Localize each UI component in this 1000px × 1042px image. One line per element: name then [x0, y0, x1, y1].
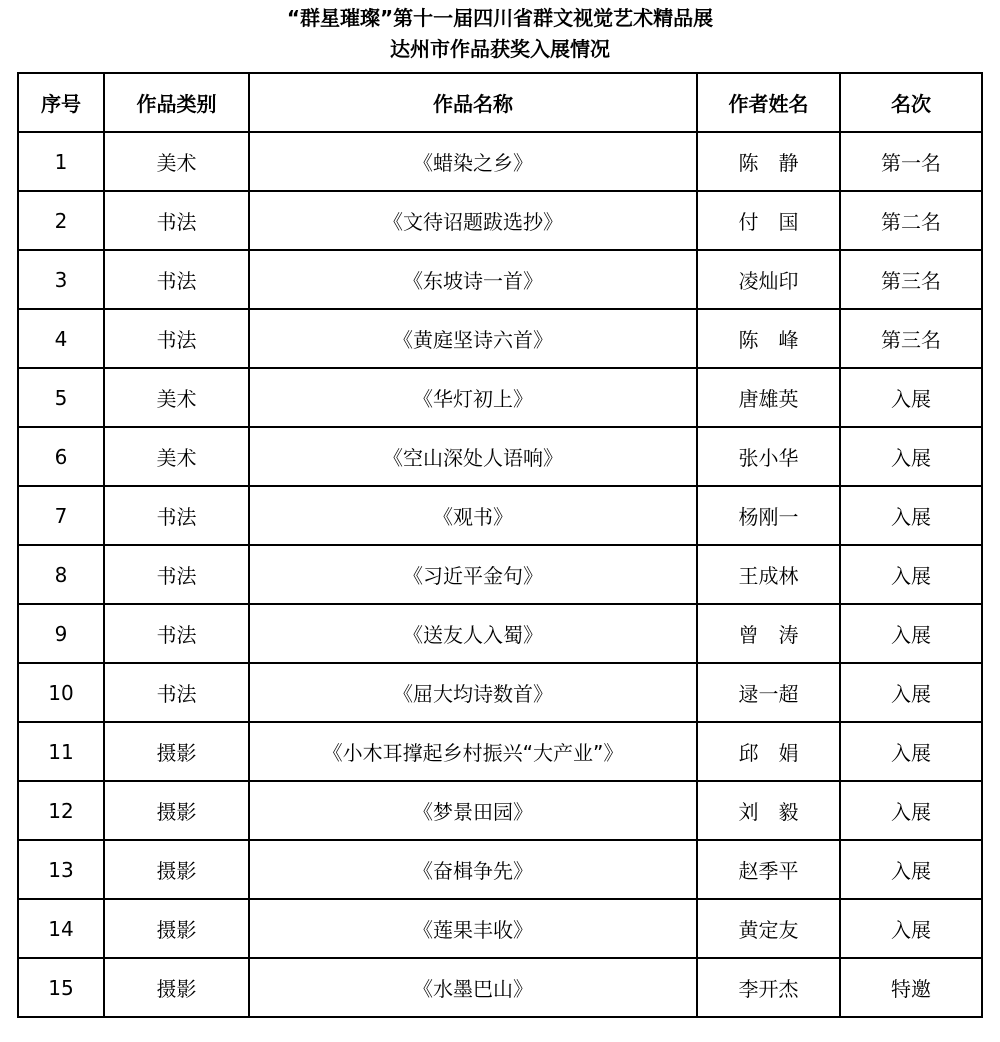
- cell-rank: 入展: [840, 899, 982, 958]
- title-line-1: “群星璀璨”第十一届四川省群文视觉艺术精品展: [286, 6, 714, 30]
- cell-index: 2: [18, 191, 104, 250]
- cell-category: 书法: [104, 604, 249, 663]
- cell-rank: 入展: [840, 663, 982, 722]
- cell-rank: 入展: [840, 545, 982, 604]
- cell-category: 美术: [104, 132, 249, 191]
- cell-index: 15: [18, 958, 104, 1017]
- table-row: [18, 309, 982, 368]
- cell-work-title: 《黄庭坚诗六首》: [249, 309, 697, 368]
- cell-category: 书法: [104, 545, 249, 604]
- table-row: [18, 958, 982, 1017]
- table-body: [18, 132, 982, 1017]
- cell-author: 唐雄英: [697, 368, 840, 427]
- cell-index: 1: [18, 132, 104, 191]
- cell-author: 张小华: [697, 427, 840, 486]
- table-row: [18, 368, 982, 427]
- table-row: [18, 604, 982, 663]
- cell-rank: 特邀: [840, 958, 982, 1017]
- cell-author: 陈 静: [697, 132, 840, 191]
- cell-author: 王成林: [697, 545, 840, 604]
- cell-index: 11: [18, 722, 104, 781]
- cell-work-title: 《小木耳撑起乡村振兴“大产业”》: [249, 722, 697, 781]
- cell-index: 7: [18, 486, 104, 545]
- cell-rank: 入展: [840, 781, 982, 840]
- cell-rank: 入展: [840, 722, 982, 781]
- cell-index: 12: [18, 781, 104, 840]
- cell-index: 10: [18, 663, 104, 722]
- cell-index: 5: [18, 368, 104, 427]
- cell-category: 书法: [104, 663, 249, 722]
- cell-category: 书法: [104, 309, 249, 368]
- cell-work-title: 《观书》: [249, 486, 697, 545]
- cell-author: 曾 涛: [697, 604, 840, 663]
- cell-category: 书法: [104, 250, 249, 309]
- cell-work-title: 《习近平金句》: [249, 545, 697, 604]
- header-rank: 名次: [840, 73, 982, 132]
- cell-index: 9: [18, 604, 104, 663]
- cell-category: 书法: [104, 191, 249, 250]
- header-category: 作品类别: [104, 73, 249, 132]
- cell-category: 摄影: [104, 722, 249, 781]
- cell-work-title: 《莲果丰收》: [249, 899, 697, 958]
- cell-author: 刘 毅: [697, 781, 840, 840]
- cell-index: 3: [18, 250, 104, 309]
- cell-work-title: 《文待诏题跋选抄》: [249, 191, 697, 250]
- cell-work-title: 《空山深处人语响》: [249, 427, 697, 486]
- cell-work-title: 《水墨巴山》: [249, 958, 697, 1017]
- cell-category: 美术: [104, 368, 249, 427]
- document-title: [0, 3, 1000, 65]
- cell-rank: 第三名: [840, 250, 982, 309]
- cell-author: 赵季平: [697, 840, 840, 899]
- cell-rank: 入展: [840, 604, 982, 663]
- cell-rank: 入展: [840, 368, 982, 427]
- cell-work-title: 《送友人入蜀》: [249, 604, 697, 663]
- cell-rank: 第一名: [840, 132, 982, 191]
- table-row: [18, 486, 982, 545]
- cell-author: 付 国: [697, 191, 840, 250]
- cell-rank: 入展: [840, 486, 982, 545]
- cell-category: 美术: [104, 427, 249, 486]
- cell-index: 14: [18, 899, 104, 958]
- table-row: [18, 250, 982, 309]
- cell-work-title: 《华灯初上》: [249, 368, 697, 427]
- cell-rank: 第二名: [840, 191, 982, 250]
- table-row: [18, 840, 982, 899]
- cell-category: 摄影: [104, 958, 249, 1017]
- cell-author: 杨刚一: [697, 486, 840, 545]
- cell-category: 摄影: [104, 781, 249, 840]
- cell-work-title: 《奋楫争先》: [249, 840, 697, 899]
- table-row: [18, 722, 982, 781]
- cell-rank: 入展: [840, 840, 982, 899]
- cell-author: 邱 娟: [697, 722, 840, 781]
- cell-category: 摄影: [104, 899, 249, 958]
- cell-category: 书法: [104, 486, 249, 545]
- title-line-2: 达州市作品获奖入展情况: [390, 37, 610, 61]
- awards-table: [17, 72, 983, 1018]
- cell-author: 逯一超: [697, 663, 840, 722]
- cell-author: 凌灿印: [697, 250, 840, 309]
- table-row: [18, 545, 982, 604]
- cell-index: 6: [18, 427, 104, 486]
- cell-category: 摄影: [104, 840, 249, 899]
- table-row: [18, 132, 982, 191]
- cell-author: 黄定友: [697, 899, 840, 958]
- cell-index: 13: [18, 840, 104, 899]
- table-row: [18, 427, 982, 486]
- table-row: [18, 899, 982, 958]
- header-author: 作者姓名: [697, 73, 840, 132]
- cell-index: 8: [18, 545, 104, 604]
- cell-author: 李开杰: [697, 958, 840, 1017]
- header-work-title: 作品名称: [249, 73, 697, 132]
- cell-author: 陈 峰: [697, 309, 840, 368]
- cell-rank: 第三名: [840, 309, 982, 368]
- table-row: [18, 191, 982, 250]
- cell-work-title: 《梦景田园》: [249, 781, 697, 840]
- table-row: [18, 781, 982, 840]
- cell-work-title: 《蜡染之乡》: [249, 132, 697, 191]
- header-index: 序号: [18, 73, 104, 132]
- table-header-row: [18, 73, 982, 132]
- cell-work-title: 《东坡诗一首》: [249, 250, 697, 309]
- cell-index: 4: [18, 309, 104, 368]
- table-row: [18, 663, 982, 722]
- cell-rank: 入展: [840, 427, 982, 486]
- cell-work-title: 《屈大均诗数首》: [249, 663, 697, 722]
